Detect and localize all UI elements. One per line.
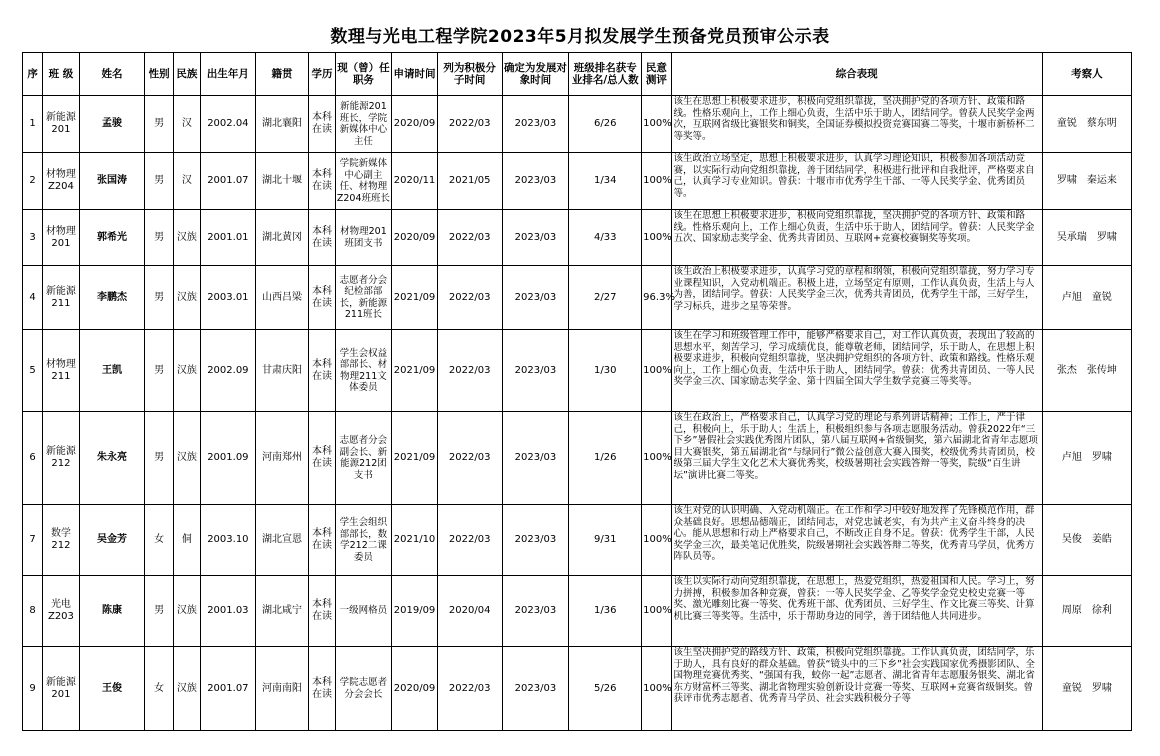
cell-position: 新能源201班长，学院新媒体中心主任 [335,96,392,153]
header-rank: 班级排名获专业排名/总人数 [569,53,642,96]
performance-text: 该生以实际行动向党组织靠拢，在思想上，热爱党组织，热爱祖国和人民。学习上，努力拼搏，积极参加各种竞赛，曾获：一等人民奖学金、乙等奖学金党史校史竞赛一等奖、激光雕刻比赛一等奖、优秀班干部、优秀团员、三好学生、作文比赛三等奖、计算机比赛三等奖等。生活中，乐于帮助身边的同学，善于团结他人共同进步。 [673,576,1035,622]
cell-class: 材物理Z204 [43,153,79,210]
cell-vote: 100% [642,210,671,266]
cell-gender: 男 [145,96,173,153]
table-row [23,330,1132,412]
cell-position: 学院志愿者分会会长 [335,647,392,731]
cell-birth: 2003.01 [201,266,256,330]
cell-name: 郭希光 [79,210,145,266]
cell-activist: 2021/05 [437,153,502,210]
cell-edu: 本科在读 [309,266,335,330]
cell-position: 志愿者分会副会长、新能源212团支书 [335,412,392,505]
cell-origin: 甘肃庆阳 [255,330,309,412]
cell-target: 2023/03 [502,210,569,266]
candidate-table [22,52,1132,731]
header-apply: 申请时间 [392,53,438,96]
cell-gender: 男 [145,266,173,330]
cell-ethnicity: 汉族 [173,330,200,412]
performance-text: 该生在政治上，严格要求自己，认真学习党的理论与系列讲话精神；工作上，严于律己，积极向上，乐于助人；生活上，积极组织参与各项志愿服务活动。曾获2022年“三下乡”暑假社会实践优秀图片团队，第八届互联网+省级铜奖，第六届湖北省青年志愿项目大赛银奖，第五届湖北省“与绿同行”微公益创意大赛入围奖，校级优秀共青团员，校级第三届大学生文化艺术大赛优秀奖，校级暑期社会实践答辩一等奖，院级“百生讲坛”演讲比赛二等奖。 [673,412,1038,481]
cell-birth: 2002.04 [201,96,256,153]
cell-target: 2023/03 [502,412,569,505]
cell-edu: 本科在读 [309,647,335,731]
cell-seq: 2 [23,153,43,210]
performance-text: 该生坚决拥护党的路线方针、政策，积极向党组织靠拢。工作认真负责，团结同学，乐于助人，具有良好的群众基础。曾获“镜头中的三下乡”社会实践国家优秀摄影团队、全国物理竞赛优秀奖、“强国有我，蛟你一起”志愿者、湖北省青年志愿服务银奖、湖北省东方财富杯三等奖、湖北省物理实验创新设计竞赛一等奖、互联网+竞赛省级铜奖。曾获评市优秀志愿者、优秀青马学员、社会实践积极分子等 [673,647,1035,704]
cell-edu: 本科在读 [309,96,335,153]
cell-edu: 本科在读 [309,576,335,647]
cell-edu: 本科在读 [309,505,335,576]
cell-vote: 100% [642,505,671,576]
header-row [23,53,1132,96]
cell-apply: 2021/09 [392,266,438,330]
cell-apply: 2021/10 [392,505,438,576]
cell-performance [671,330,1042,412]
header-origin: 籍贯 [255,53,309,96]
cell-activist: 2022/03 [437,96,502,153]
cell-target: 2023/03 [502,647,569,731]
cell-performance [671,412,1042,505]
table-row [23,576,1132,647]
performance-text: 该生在学习和班级管理工作中，能够严格要求自己，对工作认真负责，表现出了较高的思想水平，刻苦学习，学习成绩优良，能尊敬老师，团结同学，乐于助人，在思想上积极要求进步，积极向党组织靠拢，坚决拥护党组织的各项方针、政策和路线。性格乐观向上，工作上细心负责，生活中乐于助人，团结同学。曾获：优秀共青团员、一等人民奖学金三次、国家励志奖学金、第十四届全国大学生数学竞赛三等奖等。 [673,330,1035,387]
cell-class: 新能源212 [43,412,79,505]
cell-performance [671,505,1042,576]
cell-inspectors: 童锐 蔡东明 [1042,96,1131,153]
cell-seq: 7 [23,505,43,576]
cell-origin: 河南郑州 [255,412,309,505]
cell-edu: 本科在读 [309,412,335,505]
cell-apply: 2019/09 [392,576,438,647]
cell-class: 数学212 [43,505,79,576]
cell-rank: 5/26 [569,647,642,731]
cell-rank: 6/26 [569,96,642,153]
cell-performance [671,96,1042,153]
header-vote: 民意测评 [642,53,671,96]
cell-class: 材物理201 [43,210,79,266]
cell-name: 吴金芳 [79,505,145,576]
cell-name: 李鹏杰 [79,266,145,330]
cell-performance [671,647,1042,731]
cell-class: 材物理211 [43,330,79,412]
cell-birth: 2003.10 [201,505,256,576]
cell-origin: 湖北咸宁 [255,576,309,647]
cell-activist: 2022/03 [437,266,502,330]
cell-activist: 2022/03 [437,210,502,266]
cell-vote: 100% [642,96,671,153]
cell-inspectors: 吴承瑞 罗啸 [1042,210,1131,266]
cell-inspectors: 罗啸 秦运来 [1042,153,1131,210]
cell-ethnicity: 汉族 [173,412,200,505]
cell-rank: 2/27 [569,266,642,330]
cell-rank: 4/33 [569,210,642,266]
cell-seq: 3 [23,210,43,266]
header-target: 确定为发展对象时间 [502,53,569,96]
cell-activist: 2020/04 [437,576,502,647]
cell-name: 王凯 [79,330,145,412]
cell-vote: 100% [642,153,671,210]
cell-origin: 湖北宣恩 [255,505,309,576]
header-ethnicity: 民族 [173,53,200,96]
header-perf: 综合表现 [671,53,1042,96]
cell-ethnicity: 汉 [173,96,200,153]
cell-inspectors: 卢旭 童锐 [1042,266,1131,330]
cell-name: 张国涛 [79,153,145,210]
cell-target: 2023/03 [502,576,569,647]
header-inspectors: 考察人 [1042,53,1131,96]
cell-activist: 2022/03 [437,330,502,412]
cell-gender: 女 [145,647,173,731]
cell-edu: 本科在读 [309,330,335,412]
header-seq: 序 [23,53,43,96]
header-gender: 性别 [145,53,173,96]
cell-inspectors: 童锐 罗啸 [1042,647,1131,731]
cell-birth: 2001.09 [201,412,256,505]
table-row [23,647,1132,731]
cell-ethnicity: 侗 [173,505,200,576]
header-name: 姓名 [79,53,145,96]
cell-name: 朱永亮 [79,412,145,505]
cell-apply: 2020/09 [392,96,438,153]
cell-gender: 男 [145,330,173,412]
cell-inspectors: 周原 徐利 [1042,576,1131,647]
cell-inspectors: 吴俊 姜皓 [1042,505,1131,576]
cell-birth: 2001.07 [201,647,256,731]
table-row [23,412,1132,505]
page-title: 数理与光电工程学院2023年5月拟发展学生预备党员预审公示表 [330,27,830,47]
cell-birth: 2001.03 [201,576,256,647]
cell-activist: 2022/03 [437,647,502,731]
cell-birth: 2002.09 [201,330,256,412]
cell-origin: 河南南阳 [255,647,309,731]
cell-target: 2023/03 [502,153,569,210]
cell-position: 志愿者分会纪检部部长，新能源211班长 [335,266,392,330]
cell-seq: 6 [23,412,43,505]
cell-performance [671,153,1042,210]
table-row [23,266,1132,330]
cell-name: 王俊 [79,647,145,731]
table-row [23,210,1132,266]
cell-vote: 100% [642,576,671,647]
cell-activist: 2022/03 [437,505,502,576]
cell-target: 2023/03 [502,96,569,153]
cell-ethnicity: 汉族 [173,266,200,330]
cell-name: 陈康 [79,576,145,647]
cell-position: 学院新媒体中心副主任、材物理Z204班班长 [335,153,392,210]
header-birth: 出生年月 [201,53,256,96]
cell-vote: 100% [642,412,671,505]
cell-ethnicity: 汉族 [173,647,200,731]
cell-apply: 2020/09 [392,647,438,731]
cell-ethnicity: 汉族 [173,576,200,647]
cell-performance [671,576,1042,647]
cell-position: 学生会组织部部长，数学212二课委员 [335,505,392,576]
cell-apply: 2020/09 [392,210,438,266]
cell-seq: 4 [23,266,43,330]
cell-vote: 100% [642,330,671,412]
cell-rank: 1/36 [569,576,642,647]
cell-gender: 男 [145,576,173,647]
cell-inspectors: 卢旭 罗啸 [1042,412,1131,505]
cell-ethnicity: 汉 [173,153,200,210]
cell-apply: 2021/09 [392,330,438,412]
header-activist: 列为积极分子时间 [437,53,502,96]
cell-origin: 山西吕梁 [255,266,309,330]
cell-birth: 2001.01 [201,210,256,266]
cell-target: 2023/03 [502,266,569,330]
cell-rank: 1/30 [569,330,642,412]
performance-text: 该生政治上积极要求进步，认真学习党的章程和纲领，积极向党组织靠拢，努力学习专业课程知识，入党动机端正。积极上进，立场坚定有原则，工作认真负责，生活上与人为善，团结同学。曾获：人民奖学金三次，优秀共青团员，优秀学生干部，三好学生，学习标兵，进步之星等荣誉。 [673,266,1035,312]
cell-seq: 1 [23,96,43,153]
cell-birth: 2001.07 [201,153,256,210]
cell-target: 2023/03 [502,330,569,412]
cell-activist: 2022/03 [437,412,502,505]
cell-seq: 8 [23,576,43,647]
table-row [23,505,1132,576]
cell-gender: 女 [145,505,173,576]
cell-vote: 96.3% [642,266,671,330]
cell-vote: 100% [642,647,671,731]
cell-gender: 男 [145,153,173,210]
cell-position: 材物理201班团支书 [335,210,392,266]
cell-position: 学生会权益部部长、材物理211文体委员 [335,330,392,412]
performance-text: 该生对党的认识明确、入党动机端正。在工作和学习中较好地发挥了先锋模范作用，群众基础良好。思想品德端正，团结同志，对党忠诚老实，有为共产主义奋斗终身的决心。能从思想和行动上严格要求自己，不断改正自身不足。曾获：优秀学生干部，人民奖学金三次，最美笔记优胜奖，院级暑期社会实践答辩二等奖，优秀青马学员，优秀方阵队员等。 [673,505,1035,562]
cell-apply: 2020/11 [392,153,438,210]
cell-origin: 湖北黄冈 [255,210,309,266]
cell-gender: 男 [145,412,173,505]
performance-text: 该生在思想上积极要求进步，积极向党组织靠拢，坚决拥护党的各项方针、政策和路线。性格乐观向上，工作上细心负责，生活中乐于助人，团结同学。曾获：人民奖学金五次、国家励志奖学金、优秀共青团员、互联网+竞赛校赛铜奖等奖项。 [673,210,1035,244]
cell-performance [671,210,1042,266]
cell-ethnicity: 汉族 [173,210,200,266]
cell-origin: 湖北十堰 [255,153,309,210]
performance-text: 该生在思想上积极要求进步，积极向党组织靠拢，坚决拥护党的各项方针、政策和路线。性格乐观向上，工作上细心负责，生活中乐于助人，团结同学。曾获人民奖学金两次，互联网省级比赛银奖和铜奖，全国证券模拟投资竞赛国赛二等奖，十堰市新桥杯二等奖等。 [673,96,1035,142]
cell-class: 新能源211 [43,266,79,330]
cell-edu: 本科在读 [309,153,335,210]
cell-gender: 男 [145,210,173,266]
cell-performance [671,266,1042,330]
cell-class: 新能源201 [43,647,79,731]
table-row [23,96,1132,153]
cell-position: 一级网格员 [335,576,392,647]
header-edu: 学历 [309,53,335,96]
cell-class: 新能源201 [43,96,79,153]
cell-name: 孟骏 [79,96,145,153]
cell-class: 光电Z203 [43,576,79,647]
cell-apply: 2021/09 [392,412,438,505]
cell-rank: 1/26 [569,412,642,505]
header-position: 现（曾）任职务 [335,53,392,96]
cell-rank: 9/31 [569,505,642,576]
cell-origin: 湖北襄阳 [255,96,309,153]
performance-text: 该生政治立场坚定，思想上积极要求进步，认真学习理论知识，积极参加各项活动竞赛，以实际行动向党组织靠拢，善于团结同学，积极进行批评和自我批评，严格要求自己，认真学习专业知识。曾获：十堰市市优秀学生干部、一等人民奖学金、优秀团员等。 [673,153,1035,199]
header-class: 班 级 [43,53,79,96]
cell-inspectors: 张杰 张传坤 [1042,330,1131,412]
cell-rank: 1/34 [569,153,642,210]
cell-seq: 9 [23,647,43,731]
table-row [23,153,1132,210]
cell-target: 2023/03 [502,505,569,576]
cell-edu: 本科在读 [309,210,335,266]
cell-seq: 5 [23,330,43,412]
